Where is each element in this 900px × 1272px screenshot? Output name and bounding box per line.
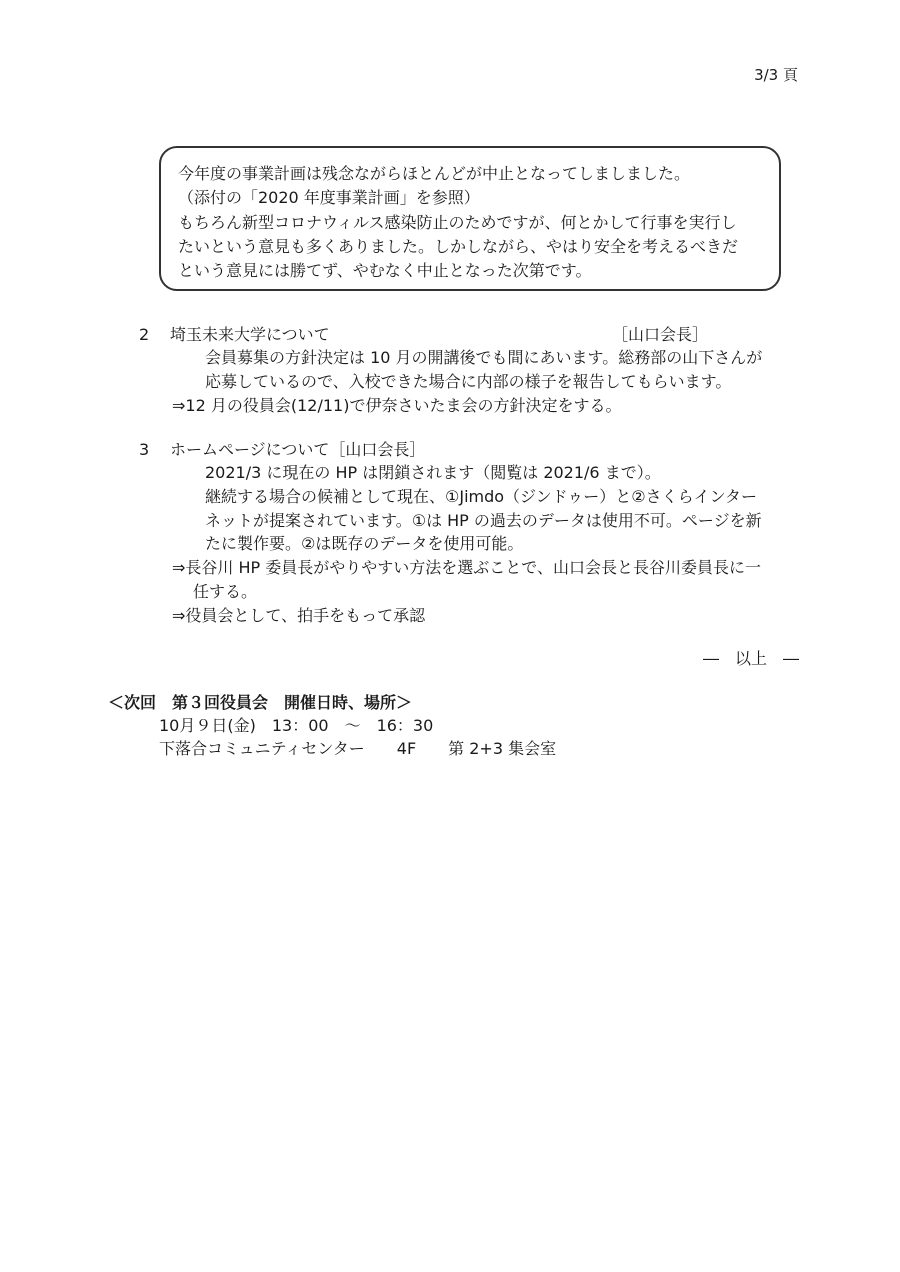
notice-line: たいという意見も多くありました。しかしながら、やはり安全を考えるべきだ xyxy=(178,236,739,256)
item2-title: 埼玉未来大学について xyxy=(170,325,330,344)
item3-conclusion-continued: 任する。 xyxy=(193,582,258,601)
item3-body-line: 継続する場合の候補として現在、①Jimdo（ジンドゥー）と②さくらインター xyxy=(205,487,757,506)
next-meeting-heading: ＜次回 第３回役員会 開催日時、場所＞ xyxy=(108,693,413,712)
item3-number: 3 xyxy=(139,440,150,459)
page-number: 3/3 頁 xyxy=(754,66,798,84)
notice-line: 今年度の事業計画は残念ながらほとんどが中止となってしましました。 xyxy=(178,164,691,183)
notice-line: もちろん新型コロナウィルス感染防止のためですが、何とかして行事を実行し xyxy=(178,212,737,232)
next-meeting-place: 下落合コミュニティセンター 4F 第 2+3 集会室 xyxy=(159,739,557,758)
item3-body-line: たに製作要。②は既存のデータを使用可能。 xyxy=(205,534,524,553)
notice-line: という意見には勝てず、やむなく中止となった次第です。 xyxy=(178,261,592,281)
notice-line: （添付の「2020 年度事業計画」を参照） xyxy=(178,188,480,208)
item3-body-line: ネットが提案されています。①は HP の過去のデータは使用不可。ページを新 xyxy=(205,511,762,530)
item2-body-line: 会員募集の方針決定は 10 月の開講後でも間にあいます。総務部の山下さんが xyxy=(205,348,763,367)
end-mark: ― 以上 ― xyxy=(702,649,799,668)
item3-title: ホームページについて［山口会長］ xyxy=(170,440,426,459)
item3-conclusion: ⇒長谷川 HP 委員長がやりやすい方法を選ぶことで、山口会長と長谷川委員長に一 xyxy=(172,558,761,577)
item3-approval: ⇒役員会として、拍手をもって承認 xyxy=(172,606,426,625)
item2-body-line: 応募しているので、入校できた場合に内部の様子を報告してもらいます。 xyxy=(205,372,732,391)
next-meeting-datetime: 10月９日(金) 13：00 ～ 16：30 xyxy=(159,716,434,735)
item2-number: 2 xyxy=(139,325,150,344)
notice-text xyxy=(178,162,738,283)
item2-conclusion: ⇒12 月の役員会(12/11)で伊奈さいたま会の方針決定をする。 xyxy=(172,396,622,415)
item2-speaker: ［山口会長］ xyxy=(612,325,709,344)
item3-body-line: 2021/3 に現在の HP は閉鎖されます（閲覧は 2021/6 まで）。 xyxy=(205,463,661,482)
